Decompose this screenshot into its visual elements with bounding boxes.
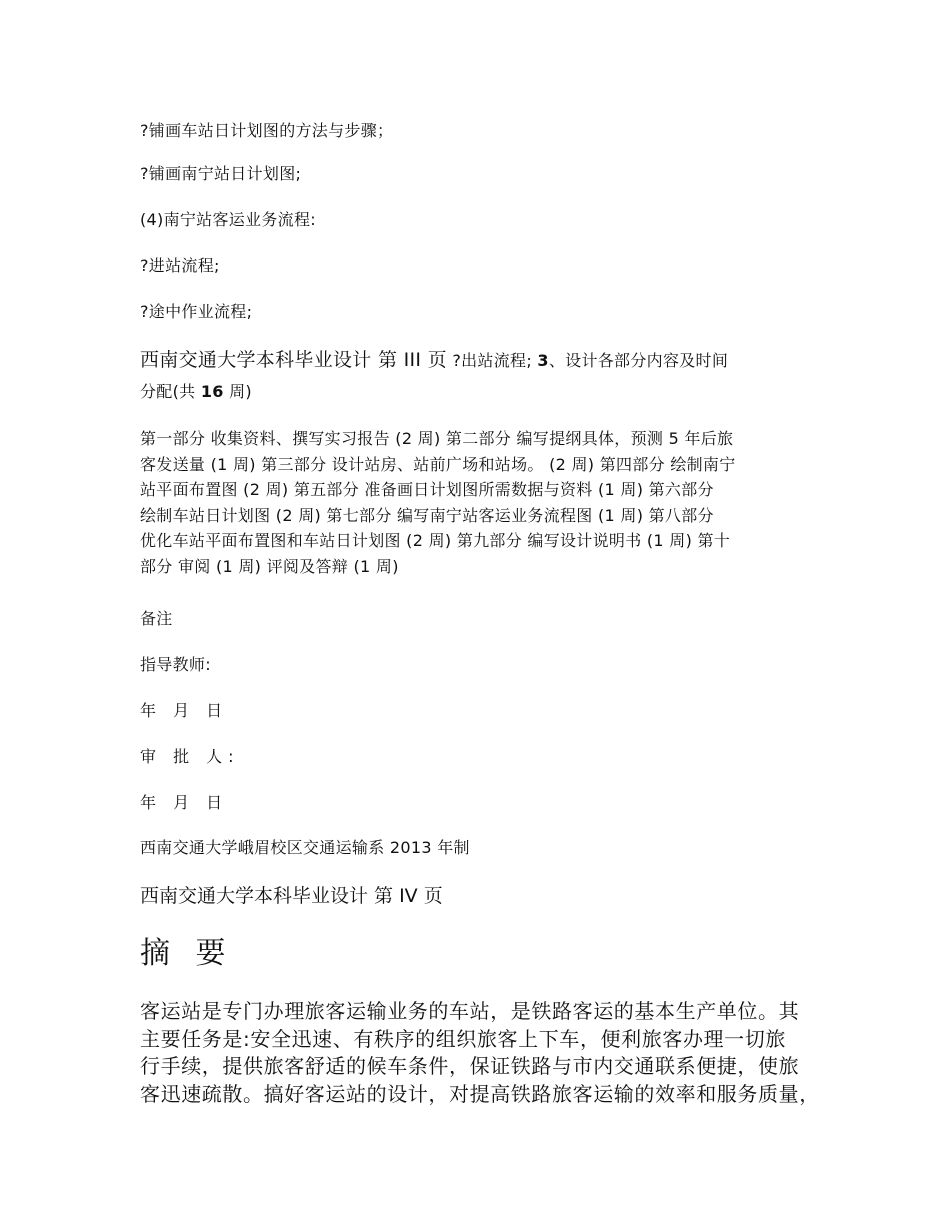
approver-label: 审 批 人: [140, 747, 240, 766]
remarks-label: 备注 [140, 609, 173, 628]
page-header: 西南交通大学本科毕业设计 第 III 页 [140, 349, 447, 371]
date-label: 年 月 日 [140, 701, 229, 720]
schedule-line: 部分 审阅 (1 周) 评阅及答辩 (1 周) [140, 556, 399, 576]
section-title: 、设计各部分内容及时间 [548, 351, 729, 370]
schedule-line: 绘制车站日计划图 (2 周) 第七部分 编写南宁站客运业务流程图 (1 周) 第八部分 [140, 505, 714, 525]
date-label: 年 月 日 [140, 793, 229, 812]
abstract-line: 客运站是专门办理旅客运输业务的车站，是铁路客运的基本生产单位。其 [140, 999, 800, 1023]
abstract-paragraph [140, 998, 830, 1108]
schedule-line: 客发送量 (1 周) 第三部分 设计站房、站前广场和站场。 (2 周) 第四部分 绘制南宁 [140, 454, 736, 474]
abstract-line: 客迅速疏散。搞好客运站的设计，对提高铁路旅客运输的效率和服务质量， [140, 1081, 820, 1106]
schedule-line: 优化车站平面布置图和车站日计划图 (2 周) 第九部分 编写设计说明书 (1 周) 第十 [140, 531, 731, 550]
exit-flow-item: ?出站流程; [446, 351, 538, 370]
page-header-section [140, 350, 728, 371]
section-number: 3 [537, 351, 549, 370]
weeks-count: 16 [200, 382, 224, 401]
section-title-continued: 分配(共 16 周) [140, 382, 252, 401]
advisor-label: 指导教师: [140, 655, 211, 674]
schedule-line: 第一部分 收集资料、撰写实习报告 (2 周) 第二部分 编写提纲具体，预测 5 年后旅 [140, 429, 734, 448]
list-item: ?铺画车站日计划图的方法与步骤； [140, 121, 394, 140]
list-item: ?进站流程; [140, 256, 220, 275]
abstract-line: 行手续，提供旅客舒适的候车条件，保证铁路与市内交通联系便捷，使旅 [140, 1054, 800, 1078]
abstract-line: 主要任务是:安全迅速、有秩序的组织旅客上下车，便利旅客办理一切旅 [140, 1026, 786, 1051]
list-item: (4)南宁站客运业务流程: [140, 210, 316, 229]
list-item: ?铺画南宁站日计划图; [140, 164, 302, 183]
abstract-title: 摘 要 [140, 936, 234, 971]
page-header: 西南交通大学本科毕业设计 第 IV 页 [140, 885, 443, 907]
schedule-paragraph [140, 426, 820, 579]
list-item: ?途中作业流程; [140, 302, 253, 321]
schedule-line: 站平面布置图 (2 周) 第五部分 准备画日计划图所需数据与资料 (1 周) 第六部分 [140, 480, 714, 499]
institution-footer: 西南交通大学峨眉校区交通运输系 2013 年制 [140, 838, 470, 857]
